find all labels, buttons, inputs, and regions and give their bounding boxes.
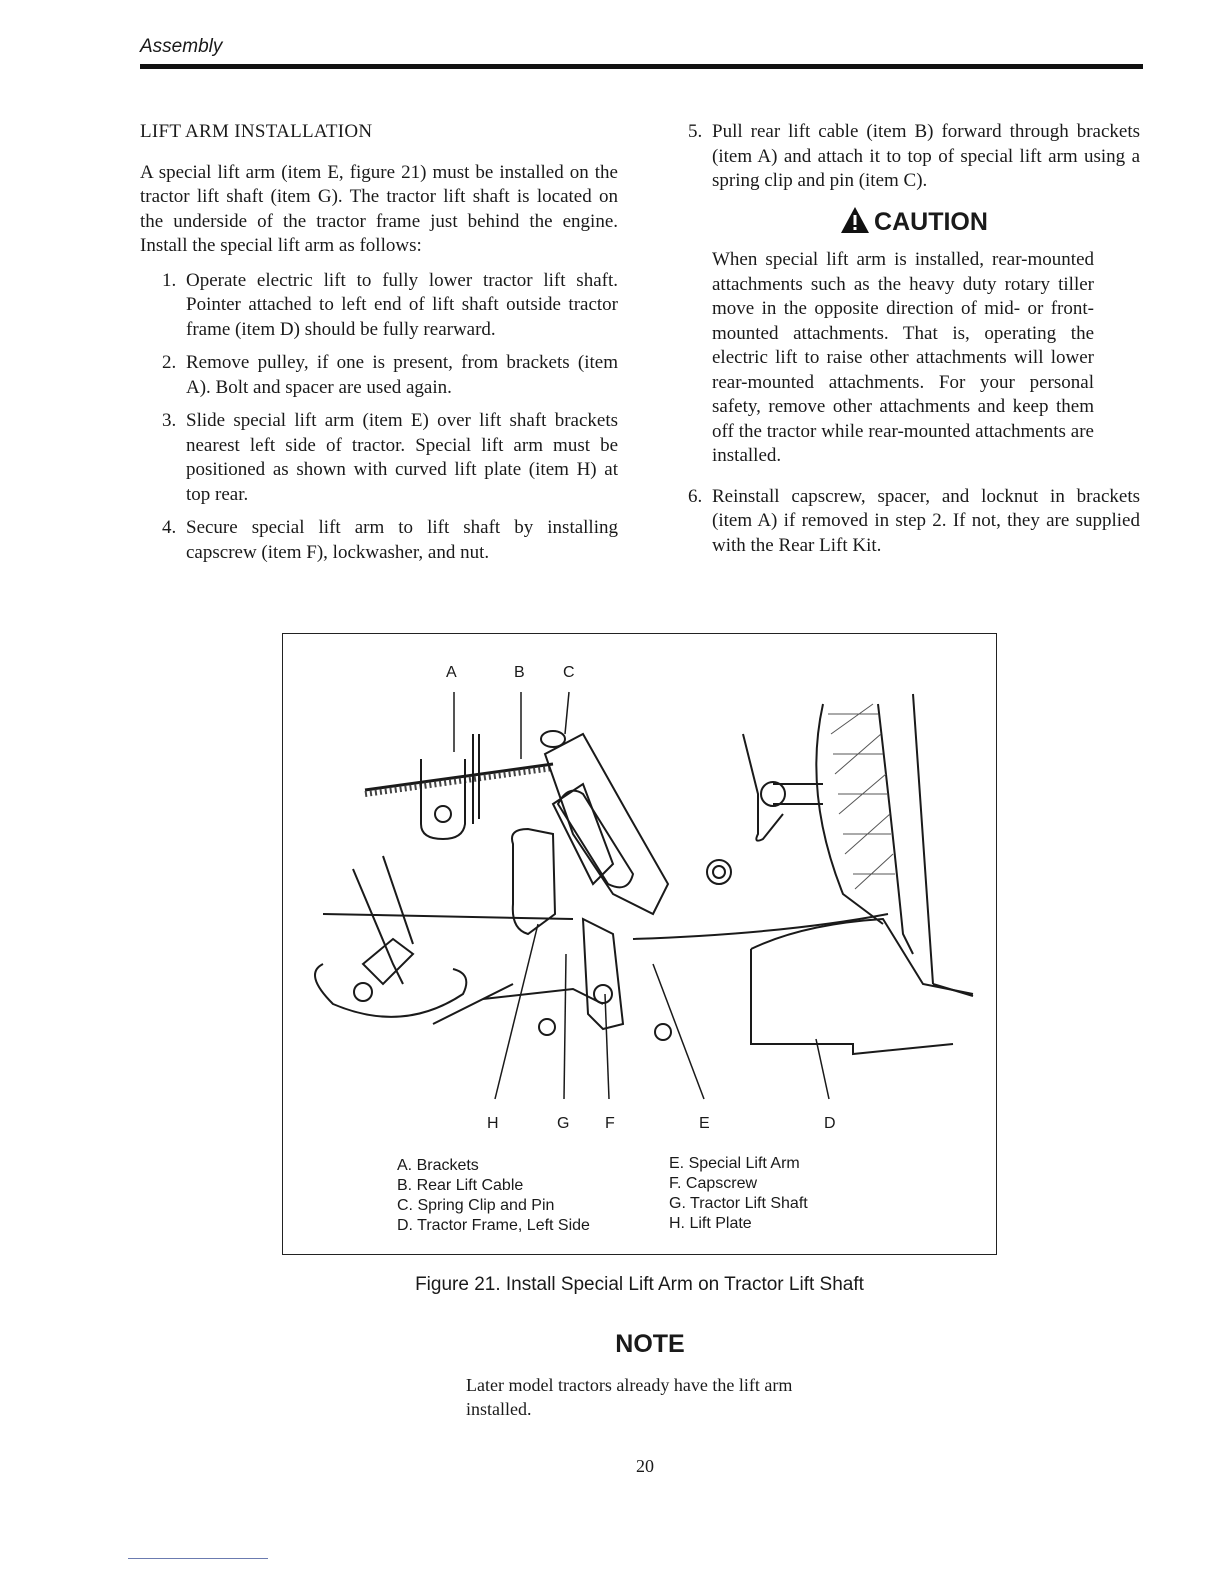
figure-caption: Figure 21. Install Special Lift Arm on Tractor Lift Shaft: [415, 1274, 864, 1295]
legend-item: D. Tractor Frame, Left Side: [397, 1217, 590, 1234]
step-2: [162, 351, 618, 400]
header-rule: [140, 64, 1143, 69]
step-4: [162, 516, 618, 565]
step-text: Pull rear lift cable (item B) forward through brackets (item A) and attach it to top of special lift arm using a spring clip and pin (item C).: [712, 121, 1140, 191]
page-number: 20: [636, 1456, 654, 1476]
callout-g: G: [557, 1115, 570, 1132]
step-5: [688, 120, 1140, 194]
lift-arm-drawing: [283, 634, 998, 1256]
legend-item: F. Capscrew: [669, 1175, 758, 1192]
intro-paragraph: A special lift arm (item E, figure 21) must be installed on the tractor lift shaft (item G). The tractor lift shaft is located on the underside of the tractor frame just behind the engine. Install the special lift arm as follows:: [140, 161, 618, 256]
step-number: 5.: [688, 121, 703, 142]
step-text: Slide special lift arm (item E) over lift shaft brackets nearest left side of tractor. Special lift arm must be positioned as shown with curved lift plate (item H) at top rear.: [186, 410, 618, 505]
note-text: Later model tractors already have the lift arm installed.: [466, 1375, 793, 1419]
legend-item: C. Spring Clip and Pin: [397, 1197, 555, 1214]
step-text: Secure special lift arm to lift shaft by installing capscrew (item F), lockwasher, and nut.: [186, 517, 618, 563]
legend-item: B. Rear Lift Cable: [397, 1177, 524, 1194]
bottom-rule: [128, 1558, 268, 1559]
caution-heading: [688, 206, 1140, 235]
callout-e: E: [699, 1115, 710, 1132]
legend-item: A. Brackets: [397, 1157, 479, 1174]
note-heading: NOTE: [615, 1330, 685, 1358]
step-text: Remove pulley, if one is present, from brackets (item A). Bolt and spacer are used again.: [186, 352, 618, 398]
right-column: [688, 120, 1140, 567]
callout-a: A: [446, 664, 457, 681]
step-1: [162, 269, 618, 343]
brackets-part: [421, 759, 465, 839]
rear-lift-cable: [365, 764, 553, 790]
step-number: 2.: [162, 352, 177, 373]
callout-h: H: [487, 1115, 499, 1132]
step-number: 3.: [162, 410, 177, 431]
section-title: LIFT ARM INSTALLATION: [140, 121, 373, 142]
callout-b: B: [514, 664, 525, 681]
left-column: [140, 120, 618, 574]
warning-triangle-icon: [840, 206, 870, 234]
legend-item: H. Lift Plate: [669, 1215, 752, 1232]
figure-21: [282, 633, 997, 1255]
step-text: Reinstall capscrew, spacer, and locknut in brackets (item A) if removed in step 2. If not, they are supplied with the Rear Lift Kit.: [712, 485, 1140, 556]
step-number: 6.: [688, 485, 703, 507]
legend-item: G. Tractor Lift Shaft: [669, 1195, 808, 1212]
callout-c: C: [563, 664, 575, 681]
caution-label: CAUTION: [874, 207, 988, 236]
legend-item: E. Special Lift Arm: [669, 1155, 800, 1172]
tractor-frame: [751, 949, 953, 1054]
callout-d: D: [824, 1115, 836, 1132]
step-3: [162, 409, 618, 507]
step-number: 4.: [162, 517, 177, 538]
callout-f: F: [605, 1115, 615, 1132]
legend-left: [397, 1156, 590, 1236]
legend-right: [669, 1154, 808, 1234]
step-text: Operate electric lift to fully lower tractor lift shaft. Pointer attached to left end of lift shaft outside tractor frame (item D) should be fully rearward.: [186, 269, 618, 340]
step-6: [688, 485, 1140, 559]
caution-text: When special lift arm is installed, rear-mounted attachments such as the heavy duty rotary tiller move in the opposite direction of mid- or front-mounted attachments. That is, operating the electric lift to raise other attachments will lower rear-mounted attachments. For your personal safety, remove other attachments and keep them off the tractor while rear-mounted attachments are installed.: [712, 249, 1094, 466]
lift-shaft: [558, 791, 633, 888]
step-number: 1.: [162, 269, 177, 291]
page-header-title: Assembly: [140, 36, 223, 57]
